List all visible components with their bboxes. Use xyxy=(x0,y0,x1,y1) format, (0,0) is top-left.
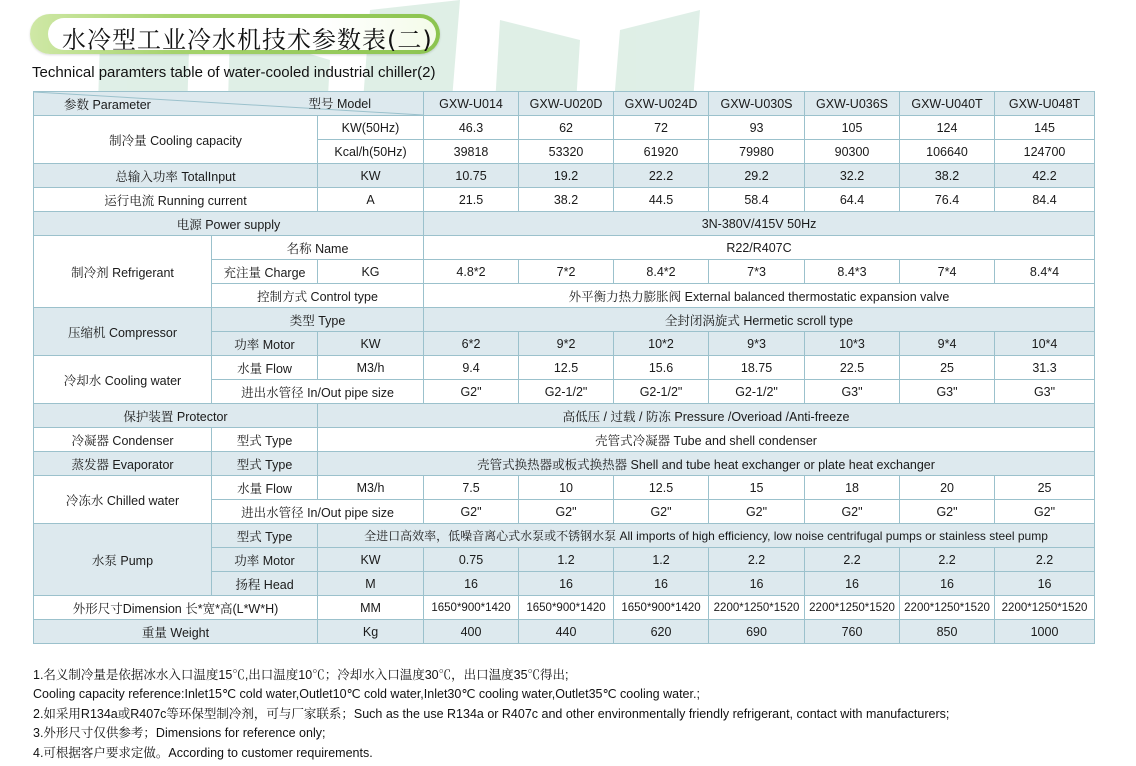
unit-cell: KG xyxy=(318,260,424,284)
compressor-type-label: 类型 Type xyxy=(212,308,424,332)
condenser-label: 冷凝器 Condenser xyxy=(34,428,212,452)
value-cell: 84.4 xyxy=(995,188,1095,212)
value-cell: 440 xyxy=(519,620,614,644)
value-cell: 76.4 xyxy=(900,188,995,212)
value-cell: 105 xyxy=(805,116,900,140)
table-row-compressor-type xyxy=(34,308,1095,332)
value-cell: 7.5 xyxy=(424,476,519,500)
model-name: GXW-U020D xyxy=(519,92,614,116)
value-cell: 9*2 xyxy=(519,332,614,356)
value-cell: 61920 xyxy=(614,140,709,164)
value-cell: 106640 xyxy=(900,140,995,164)
unit-cell: M3/h xyxy=(318,476,424,500)
unit-cell: KW xyxy=(318,548,424,572)
value-cell: 9*4 xyxy=(900,332,995,356)
compressor-power-label: 功率 Motor xyxy=(212,332,318,356)
dimension-label: 外形尺寸Dimension 长*宽*高(L*W*H) xyxy=(34,596,318,620)
table-row-total-input xyxy=(34,164,1095,188)
title-banner xyxy=(30,14,440,54)
value-cell: 1000 xyxy=(995,620,1095,644)
table-row-evaporator xyxy=(34,452,1095,476)
model-header-label: 型号 Model xyxy=(308,97,372,111)
value-cell: 690 xyxy=(709,620,805,644)
value-cell: 16 xyxy=(805,572,900,596)
pipe-size-label: 进出水管径 In/Out pipe size xyxy=(212,380,424,404)
value-cell: 2.2 xyxy=(805,548,900,572)
table-row-cooling-water-flow xyxy=(34,356,1095,380)
protector-value: 高低压 / 过载 / 防冻 Pressure /Overioad /Anti-freeze xyxy=(318,404,1095,428)
value-cell: 9*3 xyxy=(709,332,805,356)
value-cell: 16 xyxy=(614,572,709,596)
spec-table xyxy=(33,91,1095,644)
value-cell: G2-1/2" xyxy=(519,380,614,404)
cooling-water-label: 冷却水 Cooling water xyxy=(34,356,212,404)
compressor-type-value: 全封闭涡旋式 Hermetic scroll type xyxy=(424,308,1095,332)
value-cell: 42.2 xyxy=(995,164,1095,188)
footnote-line: Cooling capacity reference:Inlet15℃ cold water,Outlet10℃ cold water,Inlet30℃ cooling water,Outlet35℃ cooling water.; xyxy=(33,687,700,702)
control-type-value: 外平衡力热力膨胀阀 External balanced thermostatic expansion valve xyxy=(424,284,1095,308)
table-row-protector xyxy=(34,404,1095,428)
footnote-line: 2.如采用R134a或R407c等环保型制冷剂，可与厂家联系；Such as the use R134a or R407c and other environmentally friendly refrigerant, contact with manufacturers; xyxy=(33,706,950,721)
table-row-power-supply xyxy=(34,212,1095,236)
table-row-pump-type xyxy=(34,524,1095,548)
value-cell: 22.2 xyxy=(614,164,709,188)
value-cell: 16 xyxy=(424,572,519,596)
value-cell: 850 xyxy=(900,620,995,644)
value-cell: 19.2 xyxy=(519,164,614,188)
model-name: GXW-U048T xyxy=(995,92,1095,116)
table-row-chilled-water-flow xyxy=(34,476,1095,500)
value-cell: 7*3 xyxy=(709,260,805,284)
value-cell: 15 xyxy=(709,476,805,500)
parameter-header-label: 参数 Parameter xyxy=(64,98,151,112)
table-row-weight xyxy=(34,620,1095,644)
refrigerant-label: 制冷剂 Refrigerant xyxy=(34,236,212,308)
value-cell: G3" xyxy=(900,380,995,404)
value-cell: G2" xyxy=(424,380,519,404)
value-cell: 16 xyxy=(995,572,1095,596)
value-cell: 400 xyxy=(424,620,519,644)
value-cell: 90300 xyxy=(805,140,900,164)
condenser-value: 壳管式冷凝器 Tube and shell condenser xyxy=(318,428,1095,452)
power-supply-value: 3N-380V/415V 50Hz xyxy=(424,212,1095,236)
value-cell: 46.3 xyxy=(424,116,519,140)
value-cell: 2.2 xyxy=(995,548,1095,572)
control-type-label: 控制方式 Control type xyxy=(212,284,424,308)
table-row-dimension xyxy=(34,596,1095,620)
unit-cell: MM xyxy=(318,596,424,620)
table-row-cooling-kw xyxy=(34,116,1095,140)
table-row-condenser xyxy=(34,428,1095,452)
compressor-label: 压缩机 Compressor xyxy=(34,308,212,356)
value-cell: 29.2 xyxy=(709,164,805,188)
value-cell: 18.75 xyxy=(709,356,805,380)
value-cell: 12.5 xyxy=(519,356,614,380)
value-cell: 8.4*4 xyxy=(995,260,1095,284)
table-row-running-current xyxy=(34,188,1095,212)
flow-label: 水量 Flow xyxy=(212,476,318,500)
value-cell: 22.5 xyxy=(805,356,900,380)
model-name: GXW-U040T xyxy=(900,92,995,116)
pump-head-label: 扬程 Head xyxy=(212,572,318,596)
value-cell: G2" xyxy=(424,500,519,524)
power-supply-label: 电源 Power supply xyxy=(34,212,424,236)
value-cell: 16 xyxy=(519,572,614,596)
value-cell: 31.3 xyxy=(995,356,1095,380)
value-cell: 38.2 xyxy=(900,164,995,188)
value-cell: G2" xyxy=(709,500,805,524)
value-cell: 38.2 xyxy=(519,188,614,212)
value-cell: 10*4 xyxy=(995,332,1095,356)
value-cell: 10*3 xyxy=(805,332,900,356)
value-cell: 7*2 xyxy=(519,260,614,284)
chilled-water-label: 冷冻水 Chilled water xyxy=(34,476,212,524)
value-cell: 79980 xyxy=(709,140,805,164)
value-cell: 18 xyxy=(805,476,900,500)
refrigerant-name-value: R22/R407C xyxy=(424,236,1095,260)
footnote-line: 4.可根据客户要求定做。According to customer requirements. xyxy=(33,745,373,760)
value-cell: G2" xyxy=(995,500,1095,524)
value-cell: G2-1/2" xyxy=(709,380,805,404)
table-row-refrigerant-name xyxy=(34,236,1095,260)
value-cell: 53320 xyxy=(519,140,614,164)
unit-cell: M3/h xyxy=(318,356,424,380)
model-name: GXW-U014 xyxy=(424,92,519,116)
value-cell: 12.5 xyxy=(614,476,709,500)
cooling-capacity-label: 制冷量 Cooling capacity xyxy=(34,116,318,164)
value-cell: 760 xyxy=(805,620,900,644)
value-cell: G2" xyxy=(519,500,614,524)
weight-label: 重量 Weight xyxy=(34,620,318,644)
table-header-row xyxy=(34,92,1095,116)
page-subtitle: Technical paramters table of water-cooled industrial chiller(2) xyxy=(32,64,436,81)
value-cell: 1650*900*1420 xyxy=(519,596,614,620)
value-cell: 2200*1250*1520 xyxy=(900,596,995,620)
value-cell: G2" xyxy=(614,500,709,524)
value-cell: 2.2 xyxy=(709,548,805,572)
charge-label: 充注量 Charge xyxy=(212,260,318,284)
value-cell: 124700 xyxy=(995,140,1095,164)
value-cell: 58.4 xyxy=(709,188,805,212)
unit-cell: KW xyxy=(318,164,424,188)
value-cell: 2200*1250*1520 xyxy=(709,596,805,620)
value-cell: 44.5 xyxy=(614,188,709,212)
pump-type-label: 型式 Type xyxy=(212,524,318,548)
footnote-line: 3.外形尺寸仅供参考；Dimensions for reference only; xyxy=(33,726,326,741)
value-cell: 20 xyxy=(900,476,995,500)
value-cell: G2" xyxy=(805,500,900,524)
value-cell: 16 xyxy=(900,572,995,596)
value-cell: 8.4*2 xyxy=(614,260,709,284)
value-cell: 25 xyxy=(995,476,1095,500)
model-name: GXW-U036S xyxy=(805,92,900,116)
refrigerant-name-label: 名称 Name xyxy=(212,236,424,260)
value-cell: 10 xyxy=(519,476,614,500)
value-cell: 10.75 xyxy=(424,164,519,188)
evaporator-label: 蒸发器 Evaporator xyxy=(34,452,212,476)
condenser-type-label: 型式 Type xyxy=(212,428,318,452)
value-cell: 25 xyxy=(900,356,995,380)
value-cell: 1650*900*1420 xyxy=(614,596,709,620)
value-cell: 39818 xyxy=(424,140,519,164)
value-cell: 1.2 xyxy=(614,548,709,572)
pump-label: 水泵 Pump xyxy=(34,524,212,596)
value-cell: G2-1/2" xyxy=(614,380,709,404)
value-cell: 4.8*2 xyxy=(424,260,519,284)
value-cell: 6*2 xyxy=(424,332,519,356)
running-current-label: 运行电流 Running current xyxy=(34,188,318,212)
value-cell: G3" xyxy=(805,380,900,404)
value-cell: 62 xyxy=(519,116,614,140)
value-cell: 8.4*3 xyxy=(805,260,900,284)
footnote-line: 1.名义制冷量是依据冰水入口温度15℃,出口温度10℃；冷却水入口温度30℃，出口温度35℃得出; xyxy=(33,668,569,682)
value-cell: G2" xyxy=(900,500,995,524)
value-cell: 620 xyxy=(614,620,709,644)
value-cell: 124 xyxy=(900,116,995,140)
unit-cell: Kg xyxy=(318,620,424,644)
value-cell: 64.4 xyxy=(805,188,900,212)
value-cell: 93 xyxy=(709,116,805,140)
page-title: 水冷型工业冷水机技术参数表(二) xyxy=(62,26,433,54)
value-cell: 10*2 xyxy=(614,332,709,356)
unit-cell: KW(50Hz) xyxy=(318,116,424,140)
value-cell: 0.75 xyxy=(424,548,519,572)
unit-cell: A xyxy=(318,188,424,212)
value-cell: 2200*1250*1520 xyxy=(995,596,1095,620)
footnotes xyxy=(33,666,949,763)
pump-type-value: 全进口高效率，低噪音离心式水泵或不锈钢水泵 All imports of high efficiency, low noise centrifugal pumps or stainless steel pump xyxy=(318,524,1095,548)
unit-cell: KW xyxy=(318,332,424,356)
value-cell: 16 xyxy=(709,572,805,596)
value-cell: 72 xyxy=(614,116,709,140)
protector-label: 保护装置 Protector xyxy=(34,404,318,428)
evaporator-value: 壳管式换热器或板式换热器 Shell and tube heat exchanger or plate heat exchanger xyxy=(318,452,1095,476)
header-diagonal-cell xyxy=(34,92,424,116)
model-name: GXW-U024D xyxy=(614,92,709,116)
flow-label: 水量 Flow xyxy=(212,356,318,380)
value-cell: 32.2 xyxy=(805,164,900,188)
unit-cell: M xyxy=(318,572,424,596)
unit-cell: Kcal/h(50Hz) xyxy=(318,140,424,164)
value-cell: 1650*900*1420 xyxy=(424,596,519,620)
value-cell: G3" xyxy=(995,380,1095,404)
value-cell: 145 xyxy=(995,116,1095,140)
value-cell: 9.4 xyxy=(424,356,519,380)
value-cell: 7*4 xyxy=(900,260,995,284)
value-cell: 1.2 xyxy=(519,548,614,572)
model-name: GXW-U030S xyxy=(709,92,805,116)
pipe-size-label: 进出水管径 In/Out pipe size xyxy=(212,500,424,524)
total-input-label: 总输入功率 TotalInput xyxy=(34,164,318,188)
evaporator-type-label: 型式 Type xyxy=(212,452,318,476)
pump-motor-label: 功率 Motor xyxy=(212,548,318,572)
value-cell: 2200*1250*1520 xyxy=(805,596,900,620)
value-cell: 15.6 xyxy=(614,356,709,380)
value-cell: 2.2 xyxy=(900,548,995,572)
value-cell: 21.5 xyxy=(424,188,519,212)
